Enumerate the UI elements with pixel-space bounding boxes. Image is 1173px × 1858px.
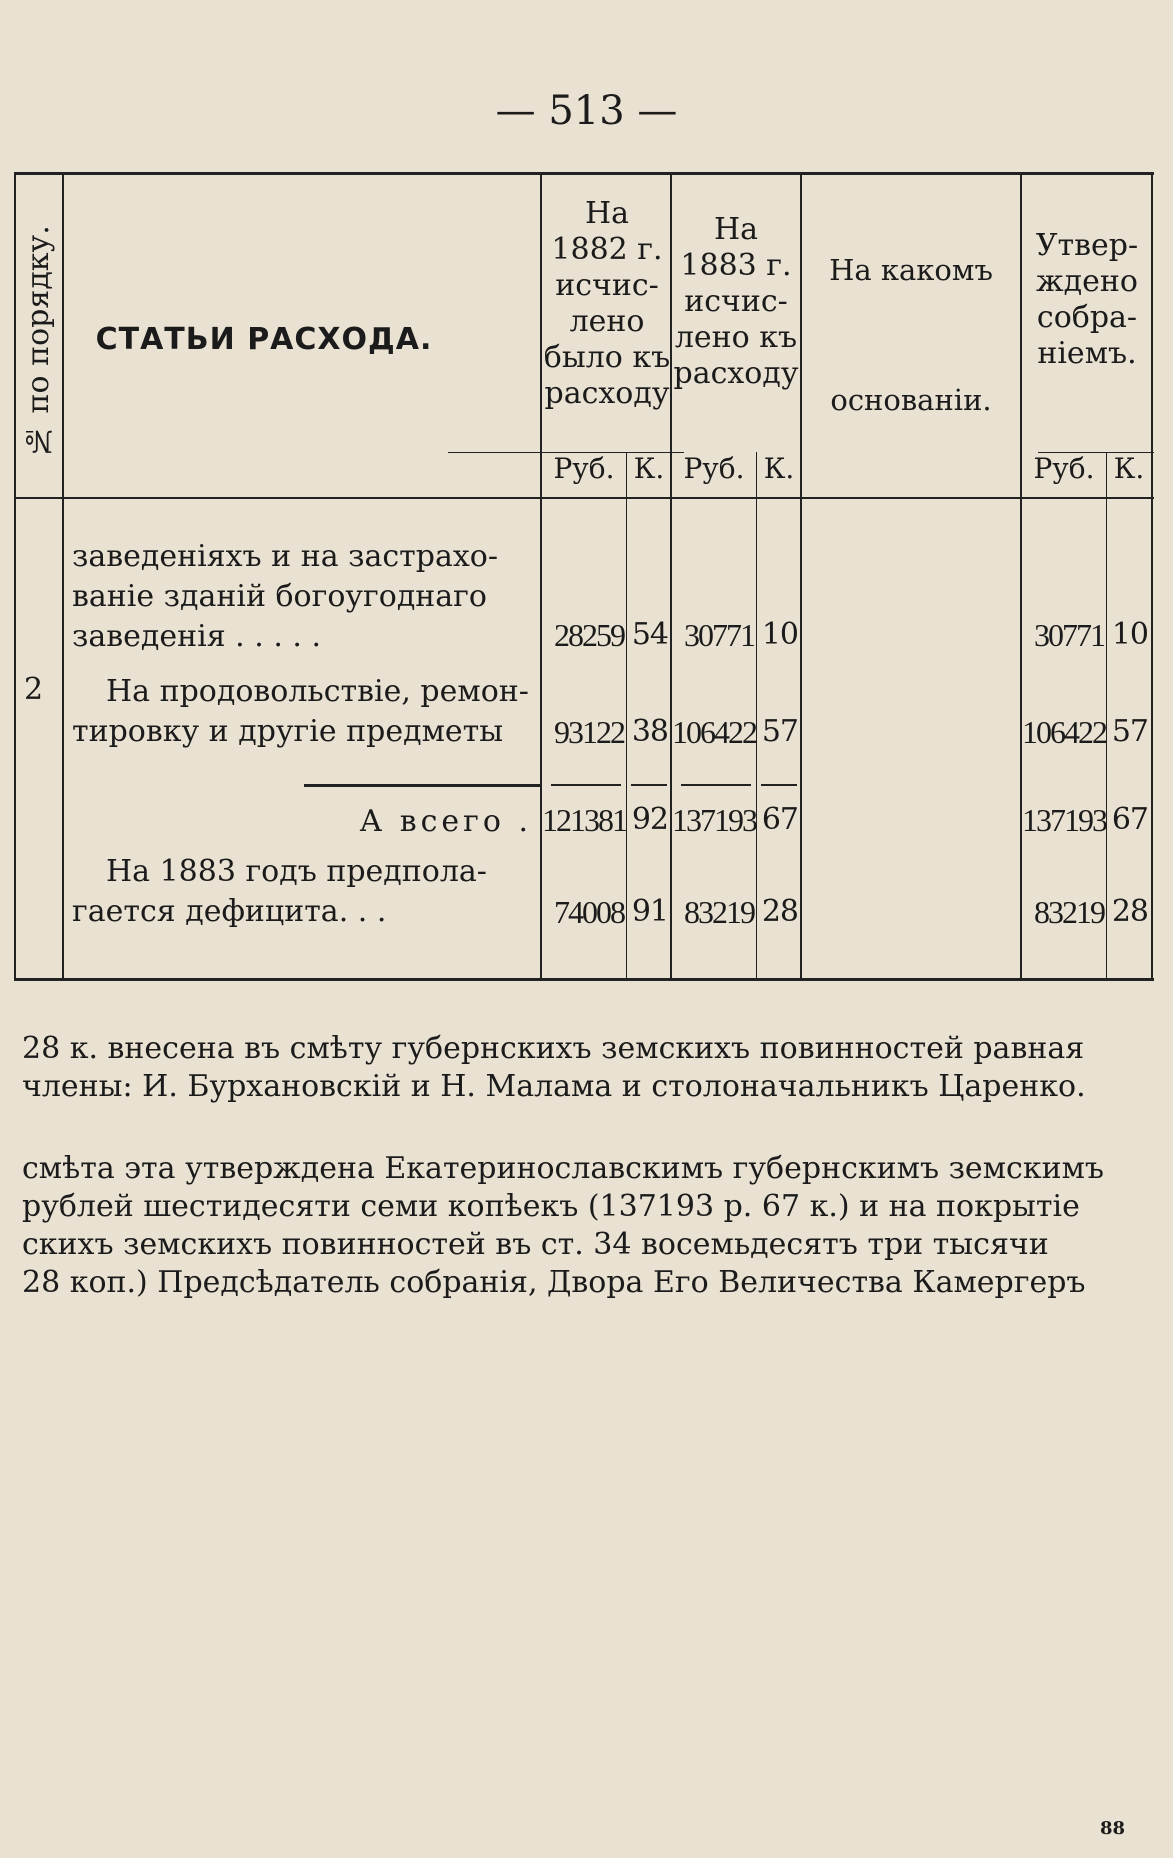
cell-rub-1882: 121381 [542,802,626,838]
header-approved-line: ждено [1036,264,1138,299]
header-1882-line: исчис- [555,268,659,303]
row-label-line: гается дефицита. . . [72,894,387,929]
header-1882-line: было къ [543,340,671,375]
expenses-table [14,172,1154,980]
cell-kop-approved: 10 [1111,617,1148,652]
header-1883-line: лено къ [674,320,798,355]
paragraph-line: скихъ земскихъ повинностей въ ст. 34 восемьдесятъ три тысячи [22,1227,1049,1262]
header-articles: СТАТЬИ РАСХОДА. [95,322,433,357]
cell-rub-1883: 106422 [672,714,756,750]
col-rule-6 [800,172,802,980]
cell-kop-approved: 28 [1111,894,1148,929]
col-rule-3 [626,452,627,980]
row-label-total: А всего . [359,804,532,839]
paragraph-line: члены: И. Бурхановскій и Н. Малама и столоначальникъ Царенко. [22,1069,1086,1104]
table-top-rule [14,172,1154,175]
header-approved [1022,228,1152,372]
header-1883-line: 1883 г. [680,248,792,283]
paragraph-line: 28 к. внесена въ смѣту губернскихъ земскихъ повинностей равная [22,1031,1085,1066]
total-rule-r1882 [551,784,621,786]
row-label-line: На продовольствіе, ремон- [106,674,529,709]
header-basis-top: На какомъ [829,253,993,287]
row-label-line: На 1883 годъ предпола- [106,854,487,889]
subheader-rub-approved: Руб. [1033,452,1095,485]
cell-kop-1882: 92 [631,802,668,837]
subheader-rub-1883: Руб. [683,452,745,485]
row-label-line: заведеніяхъ и на застрахо- [72,539,498,574]
total-rule-k1882 [631,784,667,786]
header-1883 [672,212,800,392]
cell-kop-1882: 38 [631,714,668,749]
subheader-kop-1882: К. [633,452,665,485]
header-1883-line: исчис- [684,284,788,319]
row-label-line: заведенія . . . . . [72,619,321,654]
header-approved-line: собра- [1036,300,1138,335]
corner-mark: 88 [1100,1818,1126,1839]
header-1882-line: На [584,196,630,231]
cell-kop-1883: 10 [761,617,798,652]
subheader-kop-1883: К. [763,452,795,485]
header-1883-line: расходу [673,356,799,391]
subheader-rub-1882: Руб. [553,452,615,485]
header-bottom-rule [14,497,1154,499]
header-1882-line: лено [569,304,645,339]
cell-rub-approved: 83219 [1034,894,1104,930]
col-rule-1 [62,172,64,980]
paragraph-1 [22,1030,1162,1106]
page-number: — 513 — [495,88,678,134]
cell-kop-1883: 28 [761,894,798,929]
cell-rub-1882: 74008 [554,894,624,930]
cell-rub-approved: 106422 [1022,714,1106,750]
cell-kop-approved: 57 [1111,714,1148,749]
total-rule [304,784,540,787]
table-bottom-rule [14,978,1154,981]
row-label [72,672,538,752]
header-approved-line: Утвер- [1035,228,1139,263]
subheader-kop-approved: К. [1113,452,1145,485]
header-basis-bottom: основаніи. [830,383,992,417]
header-1882-line: расходу [544,376,670,411]
cell-rub-1883: 83219 [684,894,754,930]
total-rule-r1883 [681,784,751,786]
cell-kop-1883: 57 [761,714,798,749]
cell-rub-approved: 137193 [1022,802,1106,838]
paragraph-line: смѣта эта утверждена Екатеринославскимъ губернскимъ земскимъ [22,1151,1104,1186]
row-label [72,537,538,657]
header-number-vertical: № по порядку. [21,225,56,459]
header-1882-line: 1882 г. [551,232,663,267]
header-approved-line: ніемъ. [1037,336,1137,371]
paragraph-line: 28 коп.) Предсѣдатель собранія, Двора Его Величества Камергеръ [22,1265,1086,1300]
row-label-line: ваніе зданій богоугоднаго [72,579,487,614]
cell-kop-approved: 67 [1111,802,1148,837]
cell-rub-1882: 93122 [554,714,624,750]
col-rule-5 [756,452,757,980]
total-rule-k1883 [761,784,797,786]
row-number: 2 [24,672,44,707]
col-rule-8 [1106,452,1107,980]
cell-kop-1883: 67 [761,802,798,837]
cell-rub-1882: 28259 [554,617,624,653]
row-label [72,852,538,932]
cell-rub-1883: 137193 [672,802,756,838]
paragraph-line: рублей шестидесяти семи копѣекъ (137193 р. 67 к.) и на покрытіе [22,1189,1080,1224]
paragraph-2 [22,1150,1162,1302]
cell-kop-1882: 54 [631,617,668,652]
row-label-line: тировку и другіе предметы [72,714,504,749]
header-1883-line: На [713,212,759,247]
cell-rub-1883: 30771 [684,617,754,653]
cell-rub-approved: 30771 [1034,617,1104,653]
cell-kop-1882: 91 [631,894,668,929]
